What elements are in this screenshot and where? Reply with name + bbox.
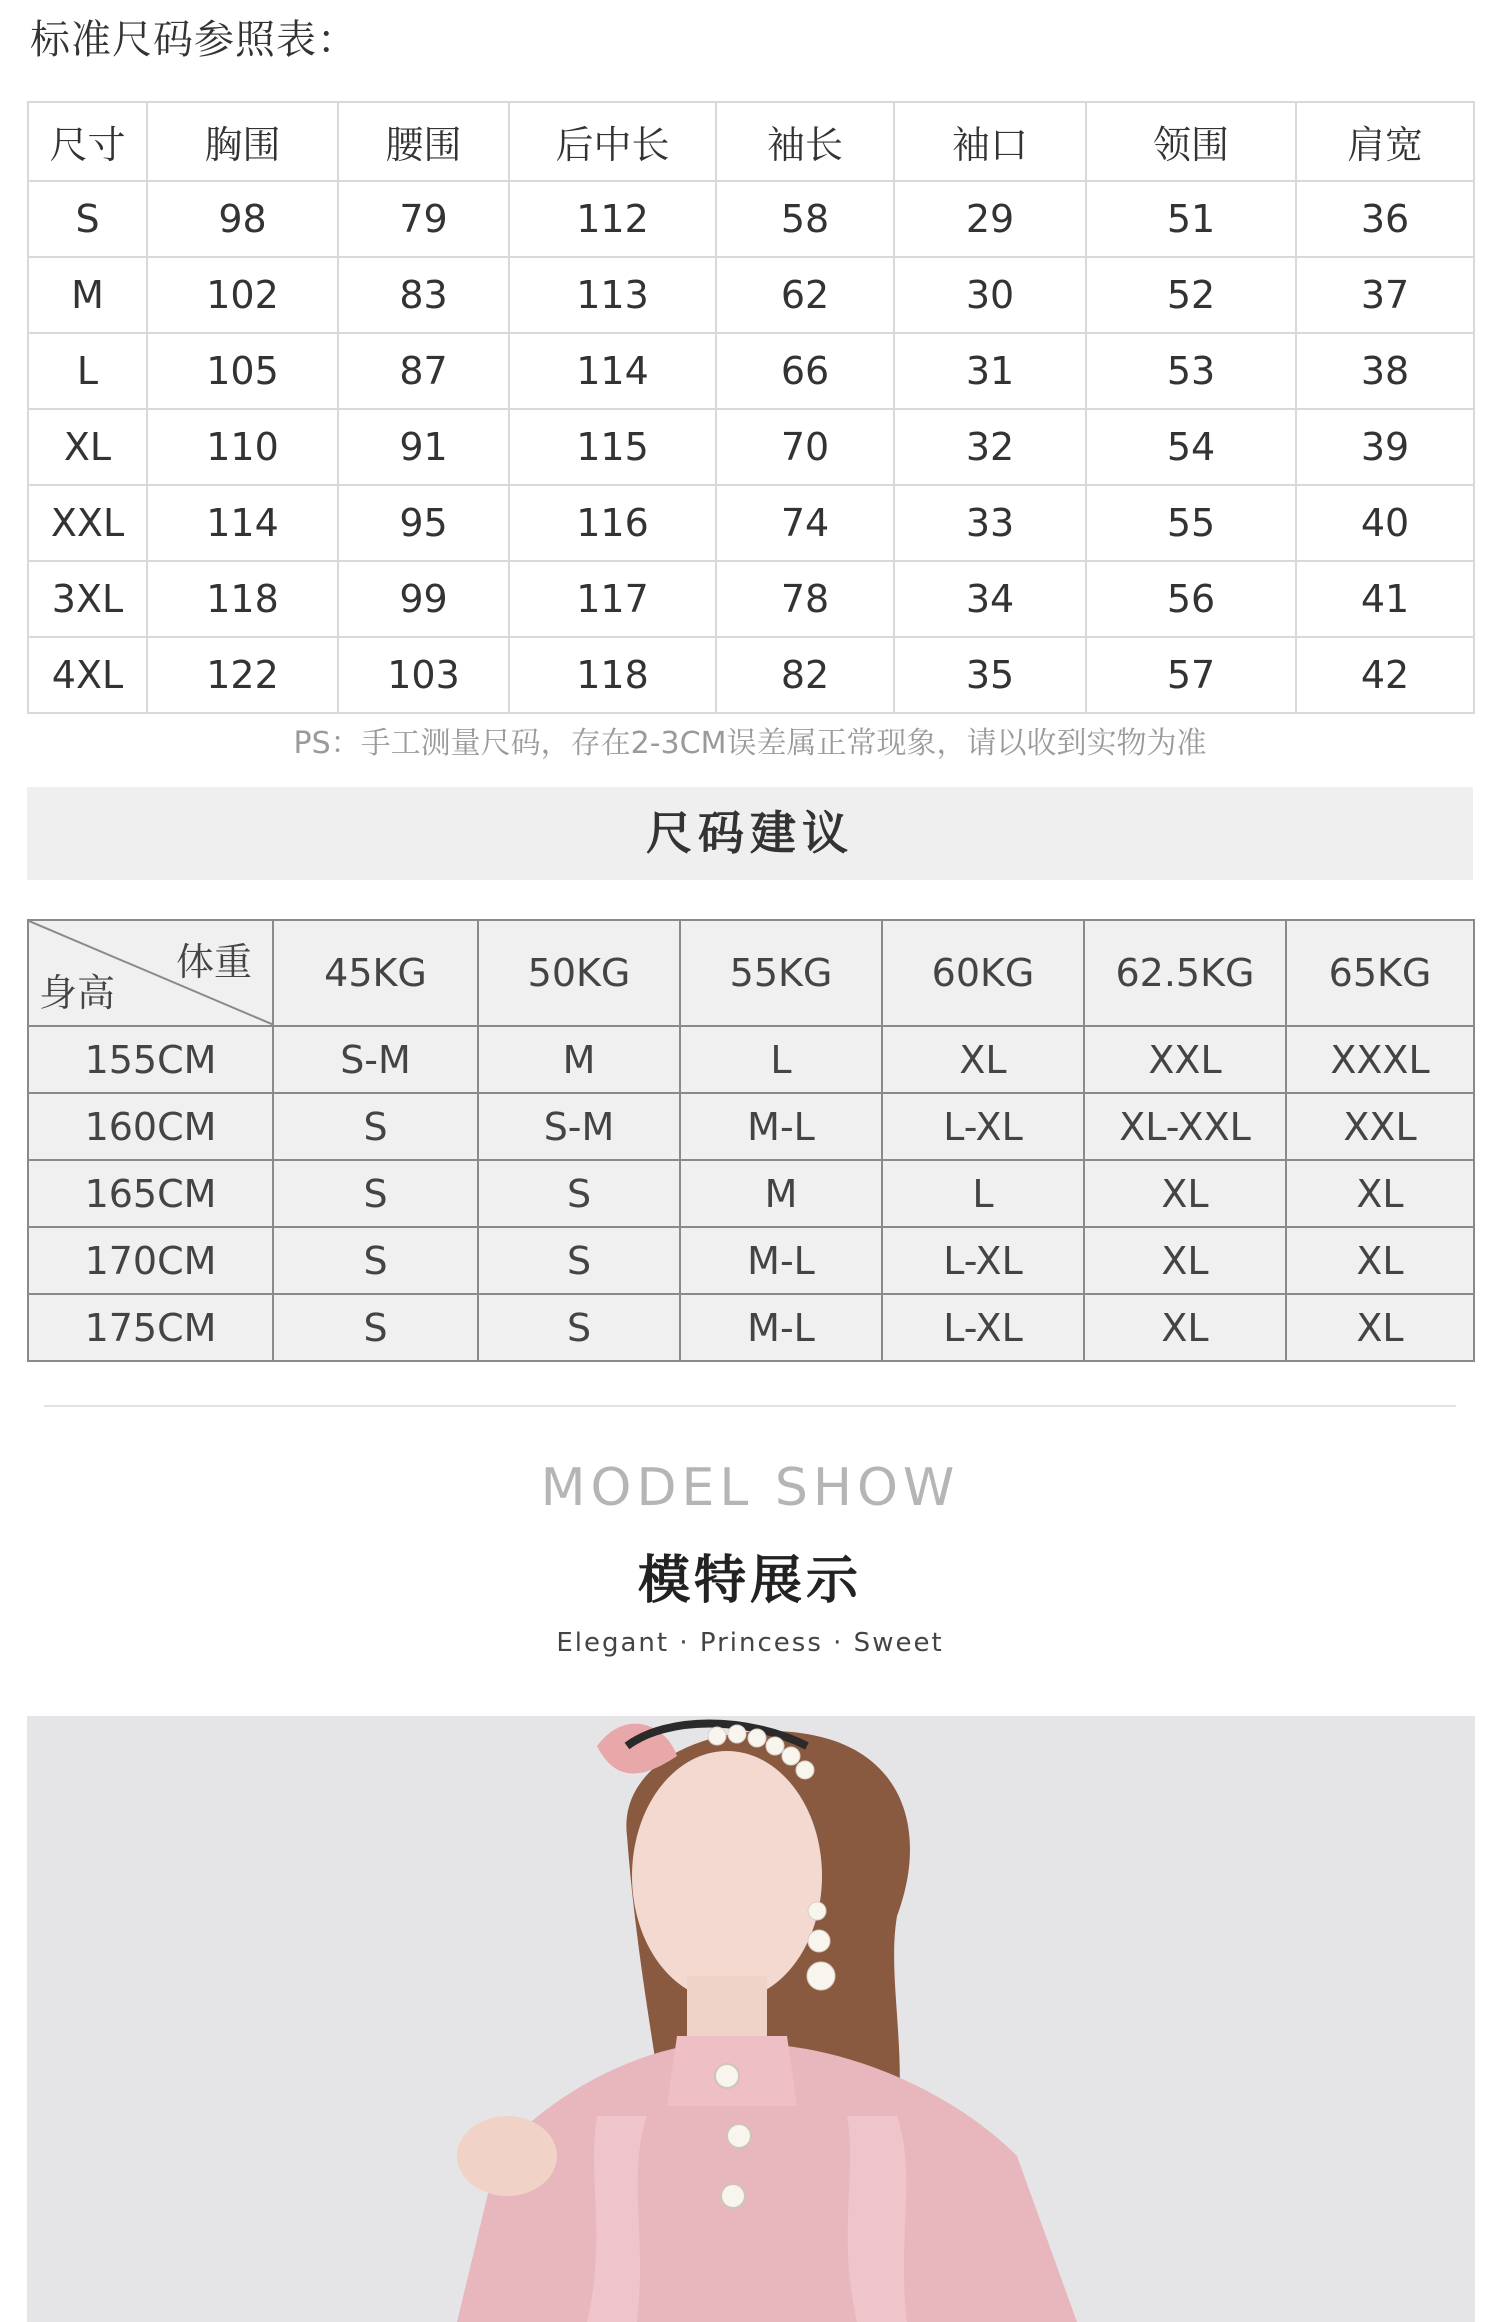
- measurement-cell: 35: [894, 637, 1086, 713]
- height-cell: 155CM: [28, 1026, 273, 1093]
- recommended-size-cell: S: [273, 1227, 478, 1294]
- recommendation-row: [28, 1093, 1474, 1160]
- weight-header-cell: 62.5KG: [1084, 920, 1286, 1026]
- recommended-size-cell: S: [478, 1160, 680, 1227]
- size-label-cell: XL: [28, 409, 147, 485]
- height-cell: 165CM: [28, 1160, 273, 1227]
- recommended-size-cell: S: [273, 1294, 478, 1361]
- measurement-cell: 70: [716, 409, 894, 485]
- model-show-title-en: MODEL SHOW: [540, 1458, 960, 1518]
- recommended-size-cell: S: [273, 1160, 478, 1227]
- height-cell: 160CM: [28, 1093, 273, 1160]
- measurement-cell: 98: [147, 181, 338, 257]
- size-chart-row: [28, 637, 1474, 713]
- recommended-size-cell: L: [680, 1026, 882, 1093]
- recommendation-row: [28, 1294, 1474, 1361]
- recommended-size-cell: XL: [1286, 1160, 1474, 1227]
- model-show-tagline: Elegant · Princess · Sweet: [556, 1628, 944, 1658]
- measurement-cell: 79: [338, 181, 509, 257]
- size-label-cell: 4XL: [28, 637, 147, 713]
- recommended-size-cell: S-M: [478, 1093, 680, 1160]
- hand-shape: [457, 2116, 557, 2196]
- size-recommendation-table: [27, 919, 1475, 1362]
- section-divider: [44, 1405, 1456, 1407]
- measurement-cell: 53: [1086, 333, 1296, 409]
- recommended-size-cell: XL: [1286, 1294, 1474, 1361]
- size-chart-row: [28, 333, 1474, 409]
- face-shape: [632, 1751, 822, 2001]
- recommended-size-cell: S-M: [273, 1026, 478, 1093]
- measurement-cell: 41: [1296, 561, 1474, 637]
- recommendation-row: [28, 1227, 1474, 1294]
- model-show-title-cn: 模特展示: [637, 1551, 862, 1611]
- measurement-cell: 99: [338, 561, 509, 637]
- size-chart-header-cell: 肩宽: [1296, 102, 1474, 181]
- measurement-cell: 57: [1086, 637, 1296, 713]
- size-chart-header-cell: 腰围: [338, 102, 509, 181]
- measurement-cell: 56: [1086, 561, 1296, 637]
- size-chart-row: [28, 485, 1474, 561]
- model-illustration: [27, 1716, 1475, 2322]
- size-chart-header-cell: 袖口: [894, 102, 1086, 181]
- size-chart-header-row: [28, 102, 1474, 181]
- size-label-cell: L: [28, 333, 147, 409]
- weight-header-cell: 55KG: [680, 920, 882, 1026]
- measurement-cell: 55: [1086, 485, 1296, 561]
- size-chart-row: [28, 409, 1474, 485]
- measurement-cell: 114: [509, 333, 716, 409]
- measurement-cell: 103: [338, 637, 509, 713]
- recommended-size-cell: XL: [882, 1026, 1084, 1093]
- measurement-cell: 102: [147, 257, 338, 333]
- measurement-cell: 112: [509, 181, 716, 257]
- size-chart-row: [28, 181, 1474, 257]
- height-cell: 175CM: [28, 1294, 273, 1361]
- measurement-cell: 62: [716, 257, 894, 333]
- recommended-size-cell: M: [680, 1160, 882, 1227]
- measurement-cell: 36: [1296, 181, 1474, 257]
- measurement-cell: 38: [1296, 333, 1474, 409]
- measurement-cell: 34: [894, 561, 1086, 637]
- measurement-cell: 87: [338, 333, 509, 409]
- measurement-cell: 91: [338, 409, 509, 485]
- measurement-cell: 118: [509, 637, 716, 713]
- measurement-cell: 37: [1296, 257, 1474, 333]
- recommended-size-cell: S: [478, 1294, 680, 1361]
- model-photo: [27, 1716, 1475, 2322]
- measurement-cell: 82: [716, 637, 894, 713]
- size-chart-row: [28, 257, 1474, 333]
- recommended-size-cell: M-L: [680, 1227, 882, 1294]
- recommended-size-cell: XL: [1286, 1227, 1474, 1294]
- size-chart-header-cell: 后中长: [509, 102, 716, 181]
- recommended-size-cell: XL-XXL: [1084, 1093, 1286, 1160]
- measurement-cell: 122: [147, 637, 338, 713]
- corner-cell: [28, 920, 273, 1026]
- size-chart-row: [28, 561, 1474, 637]
- weight-header-cell: 50KG: [478, 920, 680, 1026]
- size-label-cell: M: [28, 257, 147, 333]
- measurement-cell: 83: [338, 257, 509, 333]
- weight-header-cell: 65KG: [1286, 920, 1474, 1026]
- measurement-cell: 52: [1086, 257, 1296, 333]
- measurement-cell: 54: [1086, 409, 1296, 485]
- measurement-cell: 32: [894, 409, 1086, 485]
- recommended-size-cell: L-XL: [882, 1093, 1084, 1160]
- size-recommendation-title: 尺码建议: [27, 787, 1473, 880]
- measurement-cell: 95: [338, 485, 509, 561]
- size-chart-header-cell: 领围: [1086, 102, 1296, 181]
- measurement-cell: 116: [509, 485, 716, 561]
- measurement-cell: 78: [716, 561, 894, 637]
- measurement-cell: 114: [147, 485, 338, 561]
- recommendation-header-row: [28, 920, 1474, 1026]
- weight-header-cell: 45KG: [273, 920, 478, 1026]
- recommended-size-cell: S: [273, 1093, 478, 1160]
- size-chart-title: 标准尺码参照表：: [30, 17, 358, 63]
- measurement-cell: 117: [509, 561, 716, 637]
- measurement-cell: 42: [1296, 637, 1474, 713]
- height-axis-label: 身高: [39, 971, 116, 1015]
- recommended-size-cell: XL: [1084, 1160, 1286, 1227]
- measurement-cell: 105: [147, 333, 338, 409]
- measurement-cell: 110: [147, 409, 338, 485]
- weight-axis-label: 体重: [175, 940, 252, 984]
- measurement-cell: 29: [894, 181, 1086, 257]
- size-chart-table: [27, 101, 1475, 714]
- measurement-cell: 39: [1296, 409, 1474, 485]
- measurement-cell: 51: [1086, 181, 1296, 257]
- measurement-cell: 40: [1296, 485, 1474, 561]
- recommendation-row: [28, 1160, 1474, 1227]
- recommended-size-cell: L-XL: [882, 1294, 1084, 1361]
- measurement-cell: 113: [509, 257, 716, 333]
- recommended-size-cell: XL: [1084, 1227, 1286, 1294]
- recommended-size-cell: XXL: [1084, 1026, 1286, 1093]
- size-label-cell: S: [28, 181, 147, 257]
- recommended-size-cell: XXXL: [1286, 1026, 1474, 1093]
- recommended-size-cell: M-L: [680, 1294, 882, 1361]
- recommended-size-cell: S: [478, 1227, 680, 1294]
- recommended-size-cell: L: [882, 1160, 1084, 1227]
- measurement-cell: 74: [716, 485, 894, 561]
- size-chart-header-cell: 胸围: [147, 102, 338, 181]
- measurement-cell: 58: [716, 181, 894, 257]
- recommended-size-cell: XL: [1084, 1294, 1286, 1361]
- measurement-note: PS：手工测量尺码，存在2-3CM误差属正常现象，请以收到实物为准: [293, 726, 1207, 761]
- size-label-cell: 3XL: [28, 561, 147, 637]
- measurement-cell: 115: [509, 409, 716, 485]
- measurement-cell: 66: [716, 333, 894, 409]
- recommended-size-cell: M: [478, 1026, 680, 1093]
- size-chart-header-cell: 尺寸: [28, 102, 147, 181]
- measurement-cell: 31: [894, 333, 1086, 409]
- recommendation-row: [28, 1026, 1474, 1093]
- size-chart-header-cell: 袖长: [716, 102, 894, 181]
- measurement-cell: 33: [894, 485, 1086, 561]
- weight-header-cell: 60KG: [882, 920, 1084, 1026]
- measurement-cell: 118: [147, 561, 338, 637]
- size-label-cell: XXL: [28, 485, 147, 561]
- recommended-size-cell: XXL: [1286, 1093, 1474, 1160]
- recommended-size-cell: L-XL: [882, 1227, 1084, 1294]
- recommended-size-cell: M-L: [680, 1093, 882, 1160]
- height-cell: 170CM: [28, 1227, 273, 1294]
- measurement-cell: 30: [894, 257, 1086, 333]
